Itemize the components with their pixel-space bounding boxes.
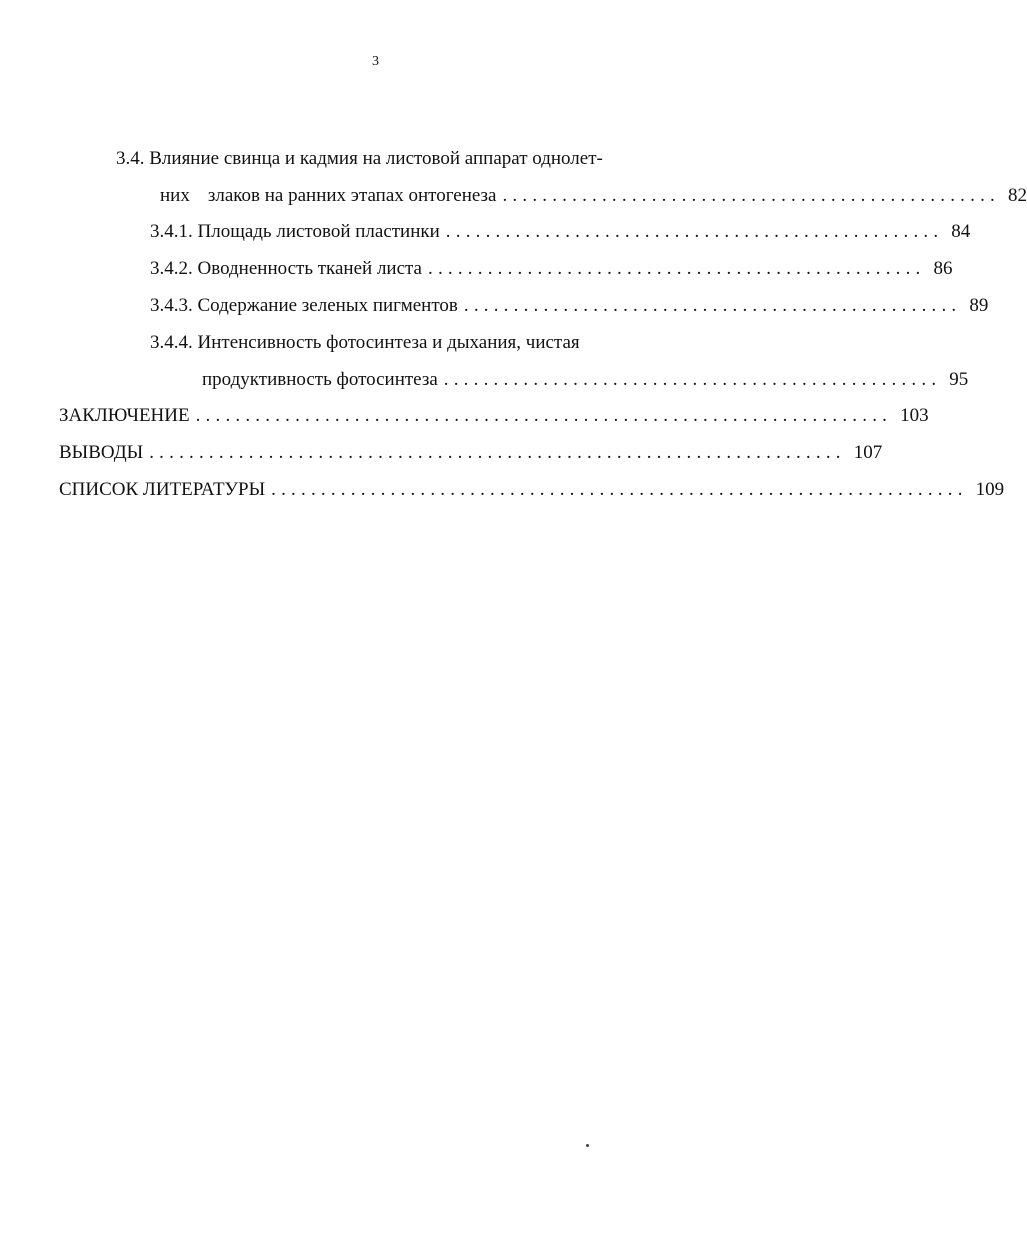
toc-page-number: 84: [951, 221, 971, 242]
toc-entry-3-4-line1: 3.4. Влияние свинца и кадмия на листовой аппарат однолет-: [116, 148, 603, 169]
toc-entry-findings[interactable]: [59, 441, 883, 465]
toc-page-number: 109: [975, 479, 1005, 500]
dot-leader: ......................................................................: [271, 479, 968, 500]
toc-entry-3-4-line2-title: злаков на ранних этапах онтогенеза: [207, 185, 497, 206]
dot-leader: ..................................................: [428, 258, 926, 279]
table-of-contents: [0, 0, 1027, 600]
toc-entry-title: 3.4.1. Площадь листовой пластинки: [150, 221, 440, 242]
toc-page-number: 89: [969, 295, 989, 316]
toc-entry-3-4-4[interactable]: [202, 368, 969, 392]
scan-speck: [586, 1144, 589, 1147]
toc-entry-title: ЗАКЛЮЧЕНИЕ: [59, 405, 190, 426]
toc-entry-title: ВЫВОДЫ: [59, 442, 144, 463]
dot-leader: ..................................................: [502, 185, 1000, 206]
toc-page-number: 86: [933, 258, 953, 279]
toc-entry-3-4[interactable]: [160, 184, 1027, 208]
toc-entry-references[interactable]: [59, 478, 1005, 502]
toc-page-number: 95: [949, 369, 969, 390]
toc-entry-title: СПИСОК ЛИТЕРАТУРЫ: [59, 479, 266, 500]
page-number: 3: [372, 54, 379, 69]
dot-leader: ..................................................: [445, 221, 944, 242]
toc-page-number: 82: [1007, 185, 1027, 206]
toc-entry-3-4-4-line1: 3.4.4. Интенсивность фотосинтеза и дыхания, чистая: [150, 332, 580, 353]
toc-entry-3-4-1[interactable]: [150, 220, 971, 244]
toc-entry-3-4-2[interactable]: [150, 257, 953, 281]
dot-leader: ..................................................: [443, 369, 942, 390]
toc-entry-title: продуктивность фотосинтеза: [202, 369, 438, 390]
toc-page-number: 107: [853, 442, 883, 463]
toc-entry-3-4-line2-prefix: них: [160, 185, 190, 206]
dot-leader: ......................................................................: [195, 405, 893, 426]
dot-leader: ......................................................................: [149, 442, 846, 463]
toc-entry-conclusion[interactable]: [59, 404, 929, 428]
toc-entry-title: 3.4.2. Оводненность тканей листа: [150, 258, 422, 279]
toc-page-number: 103: [900, 405, 929, 426]
toc-entry-3-4-3[interactable]: [150, 294, 989, 318]
toc-entry-title: 3.4.3. Содержание зеленых пигментов: [150, 295, 458, 316]
dot-leader: ..................................................: [463, 295, 962, 316]
